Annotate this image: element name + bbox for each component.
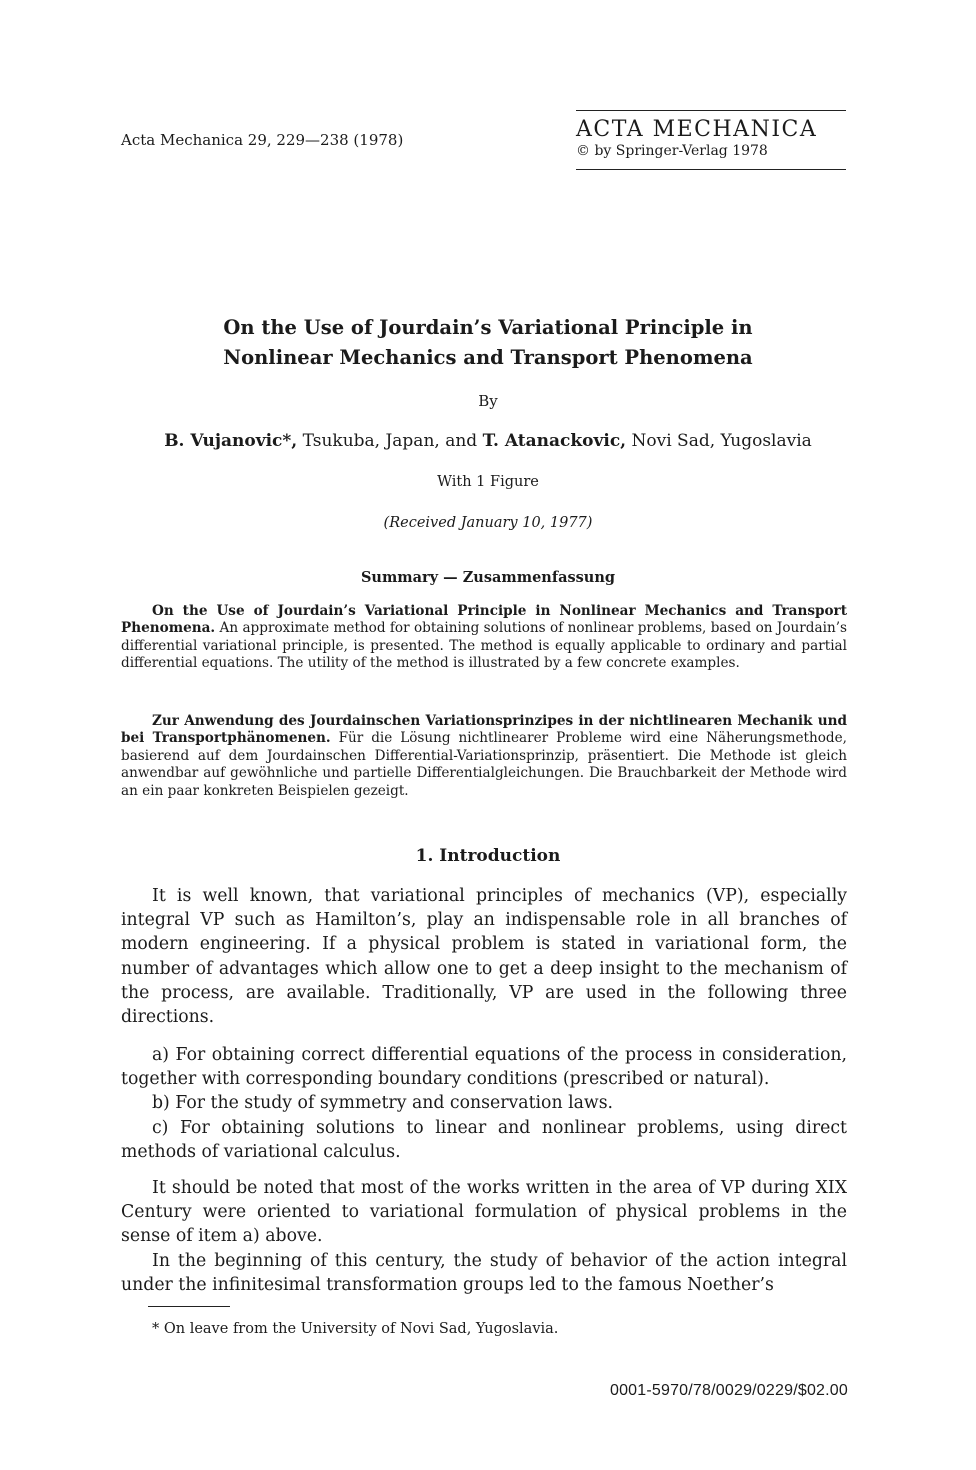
abstract-english-title: On the Use of Jourdain’s Variational Principle in Nonlinear Mechanics and Transport Phenomena. [121, 603, 847, 637]
list-item-b: b) For the study of symmetry and conservation laws. [152, 1093, 614, 1114]
abstract-german-title: Zur Anwendung des Jourdainschen Variationsprinzipes in der nichtlinearen Mechanik und bei Transportphänomenen. [121, 713, 847, 747]
author-1-name: B. Vujanovic*, [164, 431, 298, 451]
abstract-english [121, 603, 847, 673]
title-line-2: Nonlinear Mechanics and Transport Phenomena [223, 346, 753, 369]
list-item-a: a) For obtaining correct differential equations of the process in consideration, together with corresponding boundary conditions (prescribed or natural). [121, 1045, 847, 1090]
byline: By [478, 392, 498, 410]
journal-masthead [576, 110, 846, 170]
journal-name: ACTA MECHANICA [576, 117, 818, 142]
body-paragraph [121, 884, 847, 1029]
direction-list [121, 1043, 847, 1164]
abstract-german-text: Für die Lösung nichtlinearer Probleme wird eine Näherungsmethode, basierend auf dem Jourdainschen Differential-Variationsprinzip, präsentiert. Die Methode ist gleich anwendbar auf gewöhnliche und partielle Differentialgleichungen. Die Brauchbarkeit der Methode wird an ein paar konkreten Beispielen gezeigt. [121, 730, 847, 799]
author-1-affiliation: Tsukuba, Japan, and [297, 431, 483, 451]
footnote-divider [148, 1306, 230, 1307]
figure-note: With 1 Figure [437, 474, 539, 490]
title-line-1: On the Use of Jourdain’s Variational Principle in [223, 316, 753, 339]
intro-paragraph-1: It is well known, that variational principles of mechanics (VP), especially integral VP such as Hamilton’s, play an indispensable role in all branches of modern engineering. If a physical problem is stated in variational form, the number of advantages which allow one to get a deep insight to the mechanism of the process, are available. Traditionally, VP are used in the following three directions. [121, 886, 847, 1028]
paper-title [0, 313, 976, 373]
footnote: * On leave from the University of Novi Sad, Yugoslavia. [152, 1321, 559, 1337]
intro-paragraph-3: In the beginning of this century, the study of behavior of the action integral under the infinitesimal transformation groups led to the famous Noether’s [121, 1250, 847, 1295]
masthead-bottom-rule [576, 169, 846, 170]
copyright-line: © by Springer-Verlag 1978 [576, 143, 768, 159]
author-line [0, 431, 976, 451]
abstract-english-text: An approximate method for obtaining solutions of nonlinear problems, based on Jourdain’s differential variational principle, is presented. The method is equally applicable to ordinary and partial differential equations. The utility of the method is illustrated by a few concrete examples. [121, 620, 847, 672]
list-item-c: c) For obtaining solutions to linear and nonlinear problems, using direct methods of variational calculus. [121, 1117, 847, 1162]
intro-paragraph-2: It should be noted that most of the works written in the area of VP during XIX Century were oriented to variational formulation of physical problems in the sense of item a) above. [121, 1178, 847, 1247]
body-paragraphs-continued [121, 1176, 847, 1297]
journal-citation: Acta Mechanica 29, 229—238 (1978) [121, 131, 404, 149]
summary-heading: Summary — Zusammenfassung [360, 569, 616, 586]
received-date: (Received January 10, 1977) [383, 515, 593, 531]
author-2-affiliation: Novi Sad, Yugoslavia [626, 431, 812, 451]
abstract-german [121, 713, 847, 800]
masthead-top-rule [576, 110, 846, 111]
author-2-name: T. Atanackovic, [482, 431, 627, 451]
section-heading: 1. Introduction [415, 846, 561, 866]
article-code: 0001-5970/78/0029/0229/$02.00 [609, 1382, 848, 1399]
